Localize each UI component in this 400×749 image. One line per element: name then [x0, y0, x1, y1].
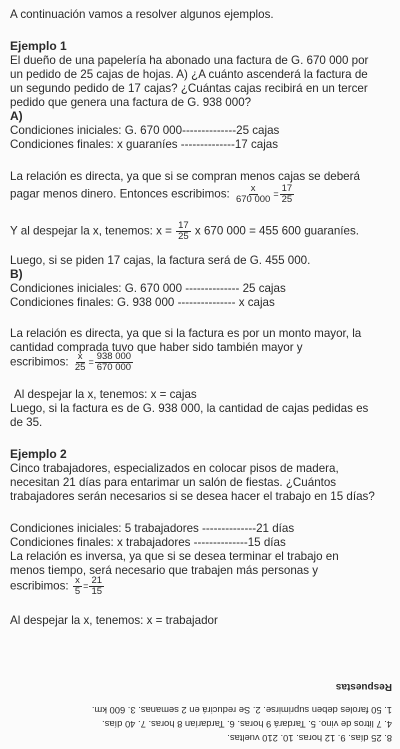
- solve-line: Y al despejar la x, tenemos: x = $\frac{17}{25}$ x 670 000 = 455 600 guaraníes.: [10, 220, 359, 242]
- final-conditions: Condiciones finales: x guaraníes --------------17 cajas: [10, 138, 279, 151]
- intro-text: A continuación vamos a resolver algunos ejemplos.: [10, 8, 274, 21]
- initial-conditions: Condiciones iniciales: 5 trabajadores --------------21 días: [10, 522, 295, 535]
- final-conditions: Condiciones finales: x trabajadores --------------15 días: [10, 536, 286, 549]
- fraction: $\frac{x}{25}$: [74, 351, 86, 373]
- relation-text: La relación es directa, ya que si se compran menos cajas se deberá: [10, 170, 360, 183]
- answers-title: Respuestas: [335, 681, 392, 692]
- answers-line: 8. 25 días. 9. 12 horas. 10. 210 vueltas.: [227, 733, 392, 744]
- solve-line: Al despejar la x, tenemos: x = cajas: [14, 388, 197, 401]
- relation-text: La relación es directa, ya que si la factura es por un monto mayor, la: [10, 327, 362, 340]
- example-1-text: El dueño de una papelería ha abonado una factura de G. 670 000 por: [10, 54, 369, 67]
- example-1-text: un pedido de 25 cajas de hojas. A) ¿A cuánto ascenderá la factura de: [10, 68, 368, 81]
- conclusion-text: Luego, si se piden 17 cajas, la factura será de G. 455 000.: [10, 254, 311, 267]
- fraction: $\frac{21}{15}$: [91, 575, 103, 597]
- answers-upside-down: [0, 671, 400, 748]
- relation-text: escribimos: $\frac{x}{25}$ = $\frac{938 000}{670 000}$: [10, 351, 132, 373]
- example-1-text: un segundo pedido de 17 cajas? ¿Cuántas cajas recibirá en un tercer: [10, 82, 368, 95]
- final-conditions: Condiciones finales: G. 938 000 --------------- x cajas: [10, 296, 275, 309]
- example-2-text: Cinco trabajadores, especializados en colocar pisos de madera,: [10, 462, 339, 475]
- part-a-label: A): [10, 109, 23, 123]
- answers-line: 4. 7 litros de vino. 5. Tardará 9 horas. 6. Tardarían 8 horas. 7. 40 días.: [102, 719, 392, 730]
- relation-text: cantidad comprada tuvo que haber sido también mayor y: [10, 341, 303, 354]
- relation-text: escribimos: $\frac{x}{5}$ = $\frac{21}{15}$: [10, 575, 103, 597]
- initial-conditions: Condiciones iniciales: G. 670 000 -------------- 25 cajas: [10, 282, 286, 295]
- fraction: $\frac{x}{5}$: [74, 575, 81, 597]
- initial-conditions: Condiciones iniciales: G. 670 000--------------25 cajas: [10, 124, 280, 137]
- relation-text: La relación es inversa, ya que si se desea terminar el trabajo en: [10, 550, 339, 563]
- fraction: $\frac{17}{25}$: [281, 183, 293, 205]
- conclusion-text: de 35.: [10, 416, 43, 429]
- example-2-text: necesitan 21 días para entarimar un salón de fiestas. ¿Cuántos: [10, 476, 337, 489]
- relation-text: menos tiempo, será necesario que trabajen más personas y: [10, 564, 319, 577]
- answers-line: 1. 50 faroles deben suprimirse. 2. Se reducirá en 2 semanas. 3. 600 km.: [91, 705, 392, 716]
- part-b-label: B): [10, 267, 23, 281]
- example-2-title: Ejemplo 2: [10, 447, 67, 461]
- conclusion-text: Luego, si la factura es de G. 938 000, la cantidad de cajas pedidas es: [10, 402, 369, 415]
- relation-text-end: pagar menos dinero. Entonces escribimos:: [10, 187, 230, 201]
- fraction: $\frac{938 000}{670 000}$: [96, 351, 132, 373]
- example-1-text: pedido que genera una factura de G. 938 000?: [10, 96, 252, 109]
- relation-text: pagar menos dinero. Entonces escribimos: $\frac{x}{670 000}$ = $\frac{17}{25}$: [10, 183, 293, 205]
- fraction: $\frac{17}{25}$: [178, 220, 189, 242]
- fraction: $\frac{x}{670 000}$: [235, 183, 271, 205]
- solve-line: Al despejar la x, tenemos: x = trabajador: [10, 614, 218, 627]
- example-2-text: trabajadores serán necesarios si se desea hacer el trabajo en 15 días?: [10, 490, 375, 503]
- example-1-title: Ejemplo 1: [10, 39, 67, 53]
